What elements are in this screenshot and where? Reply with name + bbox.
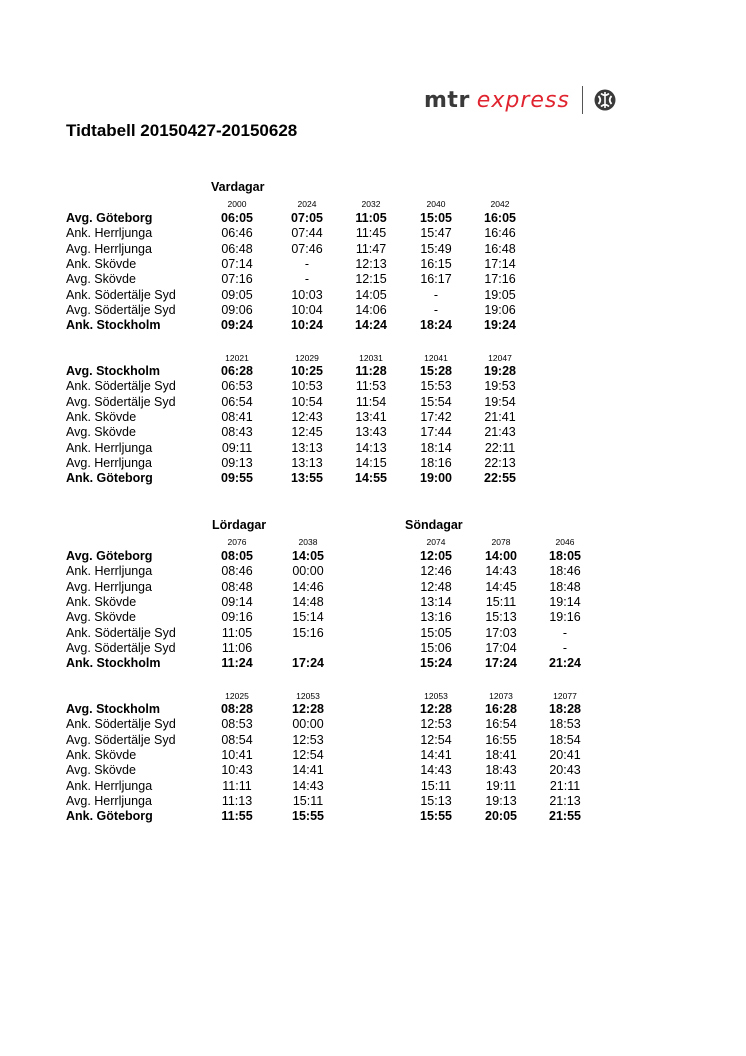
departure-time: 14:15	[355, 455, 387, 470]
departure-time: 14:00	[485, 549, 517, 563]
departure-time: 11:06	[221, 640, 253, 655]
train-number: 12073	[489, 691, 513, 701]
departure-time: 13:13	[291, 440, 323, 455]
departure-time: 09:55	[221, 471, 253, 486]
timetable-row	[66, 748, 626, 763]
departure-time: 16:48	[484, 241, 516, 256]
departure-time: 15:24	[420, 656, 452, 671]
station-name: Ank. Herrljunga	[66, 226, 153, 241]
departure-time: -	[433, 287, 439, 302]
timetable-row	[66, 257, 626, 272]
departure-time: 15:28	[420, 364, 452, 378]
station-name: Avg. Södertälje Syd	[66, 394, 176, 409]
departure-time: 16:54	[485, 717, 517, 732]
station-name: Ank. Göteborg	[66, 471, 153, 486]
departure-time: 08:46	[221, 564, 253, 579]
departure-time: 21:13	[549, 793, 581, 808]
train-number: 2040	[426, 199, 446, 209]
departure-time: 14:48	[292, 594, 324, 609]
departure-time: 20:43	[549, 763, 581, 778]
departure-time: 21:24	[549, 656, 581, 671]
departure-time: 12:13	[355, 256, 387, 271]
station-name: Ank. Stockholm	[66, 318, 161, 333]
departure-time: 12:48	[420, 579, 452, 594]
departure-time: 18:28	[549, 702, 581, 716]
departure-time: 16:15	[420, 256, 452, 271]
departure-time: 12:05	[420, 549, 452, 563]
station-name: Ank. Södertälje Syd	[66, 717, 176, 732]
departure-time: 11:47	[355, 241, 387, 256]
train-number: 2032	[361, 199, 381, 209]
timetable-row	[66, 303, 626, 318]
departure-time: 15:54	[420, 394, 452, 409]
day-label-saturdays: Lördagar	[212, 518, 267, 532]
departure-time: 09:13	[221, 455, 253, 470]
departure-time: 14:43	[485, 564, 517, 579]
departure-time: 11:54	[355, 394, 387, 409]
station-name: Ank. Stockholm	[66, 656, 161, 671]
station-name: Avg. Herrljunga	[66, 241, 152, 256]
departure-time: 18:14	[420, 440, 452, 455]
station-name: Ank. Skövde	[66, 256, 137, 271]
departure-time: 11:13	[221, 793, 253, 808]
departure-time: 14:43	[420, 763, 452, 778]
departure-time: 17:14	[484, 256, 516, 271]
departure-time: 19:05	[484, 287, 516, 302]
departure-time: 11:55	[221, 809, 253, 824]
departure-time: 06:46	[221, 226, 253, 241]
departure-time: 06:54	[221, 394, 253, 409]
departure-time: 19:14	[549, 594, 581, 609]
departure-time: 11:53	[355, 379, 387, 394]
departure-time: 10:04	[291, 302, 323, 317]
departure-time: 07:14	[221, 256, 253, 271]
timetable-row	[66, 471, 626, 486]
timetable-row	[66, 318, 626, 333]
departure-time: 09:14	[221, 594, 253, 609]
station-name: Ank. Herrljunga	[66, 564, 153, 579]
timetable-row	[66, 226, 626, 241]
departure-time: 14:24	[355, 318, 387, 333]
departure-time: 06:48	[221, 241, 253, 256]
departure-time: 14:41	[292, 763, 324, 778]
station-name: Ank. Skövde	[66, 594, 137, 609]
logo-mtr-text: mtr	[424, 87, 470, 113]
timetable-row	[66, 272, 626, 287]
departure-time: 14:55	[355, 471, 387, 486]
train-number: 12031	[359, 353, 383, 363]
departure-time: 20:05	[485, 809, 517, 824]
departure-time: 10:54	[291, 394, 323, 409]
timetable-row	[66, 425, 626, 440]
timetable-row	[66, 626, 626, 641]
timetable-row	[66, 809, 626, 824]
station-name: Ank. Södertälje Syd	[66, 625, 176, 640]
timetable-row	[66, 595, 626, 610]
departure-time: 18:43	[485, 763, 517, 778]
departure-time: 08:41	[221, 409, 253, 424]
departure-time: -	[304, 272, 310, 287]
departure-time: 16:28	[485, 702, 517, 716]
departure-time: 00:00	[292, 717, 324, 732]
departure-time: 16:05	[484, 211, 516, 225]
timetable-row	[66, 702, 626, 717]
departure-time: 15:55	[292, 809, 324, 824]
departure-time: 19:53	[484, 379, 516, 394]
timetable-row	[66, 288, 626, 303]
departure-time: 19:11	[485, 778, 517, 793]
departure-time: 06:05	[221, 211, 253, 225]
departure-time: 18:53	[549, 717, 581, 732]
departure-time: 08:48	[221, 579, 253, 594]
logo-divider	[582, 86, 584, 114]
timetable-row	[66, 549, 626, 564]
departure-time: 08:54	[221, 732, 253, 747]
departure-time: 19:06	[484, 302, 516, 317]
timetable-row	[66, 794, 626, 809]
departure-time: 14:05	[292, 549, 324, 563]
departure-time: 08:28	[221, 702, 253, 716]
timetable-row	[66, 763, 626, 778]
departure-time: 12:28	[292, 702, 324, 716]
departure-time: 12:54	[420, 732, 452, 747]
timetable-row	[66, 395, 626, 410]
station-name: Ank. Herrljunga	[66, 440, 153, 455]
departure-time: 14:13	[355, 440, 387, 455]
departure-time: 21:55	[549, 809, 581, 824]
station-name: Avg. Södertälje Syd	[66, 302, 176, 317]
departure-time: 18:41	[485, 747, 517, 762]
departure-time: 16:17	[420, 272, 452, 287]
departure-time: 15:06	[420, 640, 452, 655]
departure-time: 18:24	[420, 318, 452, 333]
departure-time: 15:47	[420, 226, 452, 241]
timetable-row	[66, 610, 626, 625]
departure-time: 15:13	[485, 610, 517, 625]
day-label-weekdays: Vardagar	[211, 180, 265, 194]
station-name: Avg. Göteborg	[66, 211, 153, 225]
departure-time: 09:05	[221, 287, 253, 302]
station-name: Ank. Södertälje Syd	[66, 379, 176, 394]
departure-time: 00:00	[292, 564, 324, 579]
departure-time: 13:14	[420, 594, 452, 609]
train-number: 2038	[298, 537, 318, 547]
departure-time: 09:06	[221, 302, 253, 317]
departure-time: -	[562, 640, 568, 655]
station-name: Avg. Södertälje Syd	[66, 732, 176, 747]
train-number: 12025	[225, 691, 249, 701]
departure-time: 10:43	[221, 763, 253, 778]
departure-time: 16:55	[485, 732, 517, 747]
departure-time: 16:46	[484, 226, 516, 241]
departure-time: -	[433, 302, 439, 317]
departure-time: 10:53	[291, 379, 323, 394]
station-name: Avg. Skövde	[66, 272, 136, 287]
departure-time: 11:24	[221, 656, 253, 671]
train-number: 12041	[424, 353, 448, 363]
train-number: 12047	[488, 353, 512, 363]
timetable-row	[66, 656, 626, 671]
departure-time: 07:16	[221, 272, 253, 287]
station-name: Avg. Stockholm	[66, 364, 160, 378]
departure-time: 13:55	[291, 471, 323, 486]
train-number: 2078	[491, 537, 511, 547]
departure-time: 13:13	[291, 455, 323, 470]
train-number: 12077	[553, 691, 577, 701]
departure-time: 17:16	[484, 272, 516, 287]
departure-time: 19:24	[484, 318, 516, 333]
departure-time: 15:55	[420, 809, 452, 824]
departure-time: 09:24	[221, 318, 253, 333]
departure-time: 17:44	[420, 425, 452, 440]
departure-time: 17:42	[420, 409, 452, 424]
departure-time: 14:06	[355, 302, 387, 317]
departure-time: 17:24	[485, 656, 517, 671]
departure-time: 11:28	[355, 364, 387, 378]
departure-time: 06:28	[221, 364, 253, 378]
train-number: 2074	[426, 537, 446, 547]
departure-time: 12:28	[420, 702, 452, 716]
station-name: Avg. Herrljunga	[66, 793, 152, 808]
departure-time: -	[304, 256, 310, 271]
departure-time: 08:05	[221, 549, 253, 563]
departure-time: 15:05	[420, 625, 452, 640]
station-name: Ank. Göteborg	[66, 809, 153, 824]
train-number: 2046	[555, 537, 575, 547]
departure-time: 18:16	[420, 455, 452, 470]
timetable-row	[66, 242, 626, 257]
train-number: 2024	[297, 199, 317, 209]
train-number: 12029	[295, 353, 319, 363]
station-name: Avg. Skövde	[66, 763, 136, 778]
departure-time: 14:43	[292, 778, 324, 793]
mtr-symbol-icon	[594, 89, 616, 111]
departure-time: 11:05	[221, 625, 253, 640]
departure-time: 18:54	[549, 732, 581, 747]
departure-time: 19:00	[420, 471, 452, 486]
timetable-row	[66, 211, 626, 226]
departure-time: 17:04	[485, 640, 517, 655]
departure-time: 12:46	[420, 564, 452, 579]
departure-time: 10:25	[291, 364, 323, 378]
departure-time: 09:11	[221, 440, 253, 455]
departure-time: 18:48	[549, 579, 581, 594]
departure-time: 07:46	[291, 241, 323, 256]
departure-time: 20:41	[549, 747, 581, 762]
departure-time: 11:11	[222, 778, 252, 793]
timetable-row	[66, 717, 626, 732]
station-name: Avg. Skövde	[66, 610, 136, 625]
day-label-sundays: Söndagar	[405, 518, 463, 532]
departure-time: 15:11	[420, 778, 452, 793]
departure-time: 11:05	[355, 211, 387, 225]
train-number: 2076	[227, 537, 247, 547]
departure-time: 19:16	[549, 610, 581, 625]
departure-time: 15:05	[420, 211, 452, 225]
departure-time: 19:54	[484, 394, 516, 409]
timetable-row	[66, 441, 626, 456]
departure-time: 21:11	[549, 778, 581, 793]
departure-time: 12:43	[291, 409, 323, 424]
timetable-row	[66, 580, 626, 595]
timetable-row	[66, 364, 626, 379]
departure-time: 13:16	[420, 610, 452, 625]
timetable-row	[66, 733, 626, 748]
departure-time: 21:43	[484, 425, 516, 440]
timetable-row	[66, 379, 626, 394]
departure-time: 09:16	[221, 610, 253, 625]
departure-time: 10:41	[221, 747, 253, 762]
departure-time: 15:11	[292, 793, 324, 808]
train-number: 2042	[490, 199, 510, 209]
station-name: Ank. Herrljunga	[66, 778, 153, 793]
train-number: 2000	[227, 199, 247, 209]
departure-time: 15:11	[485, 594, 517, 609]
departure-time: 18:05	[549, 549, 581, 563]
station-name: Avg. Herrljunga	[66, 579, 152, 594]
departure-time: 07:05	[291, 211, 323, 225]
departure-time: 15:16	[292, 625, 324, 640]
departure-time: 06:53	[221, 379, 253, 394]
departure-time: 13:41	[355, 409, 387, 424]
departure-time: 17:03	[485, 625, 517, 640]
departure-time: 17:24	[292, 656, 324, 671]
train-number: 12053	[296, 691, 320, 701]
station-name: Ank. Skövde	[66, 747, 137, 762]
departure-time: 11:45	[355, 226, 387, 241]
departure-time: 08:53	[221, 717, 253, 732]
departure-time: 22:55	[484, 471, 516, 486]
station-name: Ank. Skövde	[66, 409, 137, 424]
departure-time: 15:13	[420, 793, 452, 808]
timetable-row	[66, 779, 626, 794]
train-number: 12021	[225, 353, 249, 363]
departure-time: 22:13	[484, 455, 516, 470]
departure-time: 12:53	[420, 717, 452, 732]
departure-time: 08:43	[221, 425, 253, 440]
station-name: Avg. Södertälje Syd	[66, 640, 176, 655]
logo-express-text: express	[476, 87, 570, 113]
station-name: Avg. Göteborg	[66, 549, 153, 563]
departure-time: 21:41	[484, 409, 516, 424]
departure-time: 12:15	[355, 272, 387, 287]
train-number: 12053	[424, 691, 448, 701]
station-name: Avg. Herrljunga	[66, 455, 152, 470]
departure-time: 15:49	[420, 241, 452, 256]
departure-time: 07:44	[291, 226, 323, 241]
timetable-row	[66, 410, 626, 425]
departure-time: 12:45	[291, 425, 323, 440]
departure-time: 15:53	[420, 379, 452, 394]
departure-time: 18:46	[549, 564, 581, 579]
timetable-row	[66, 641, 626, 656]
departure-time: 12:53	[292, 732, 324, 747]
departure-time: 14:41	[420, 747, 452, 762]
departure-time: 14:46	[292, 579, 324, 594]
departure-time: 10:03	[291, 287, 323, 302]
mtr-express-logo	[424, 82, 616, 118]
station-name: Avg. Stockholm	[66, 702, 160, 716]
departure-time: 14:45	[485, 579, 517, 594]
timetable-row	[66, 564, 626, 579]
departure-time: 10:24	[291, 318, 323, 333]
departure-time: 12:54	[292, 747, 324, 762]
departure-time: 19:28	[484, 364, 516, 378]
station-name: Avg. Skövde	[66, 425, 136, 440]
timetable-row	[66, 456, 626, 471]
station-name: Ank. Södertälje Syd	[66, 287, 176, 302]
page-title: Tidtabell 20150427-20150628	[66, 121, 298, 140]
departure-time: -	[562, 625, 568, 640]
departure-time: 19:13	[485, 793, 517, 808]
departure-time: 22:11	[484, 440, 516, 455]
departure-time: 15:14	[292, 610, 324, 625]
departure-time: 14:05	[355, 287, 387, 302]
departure-time: 13:43	[355, 425, 387, 440]
